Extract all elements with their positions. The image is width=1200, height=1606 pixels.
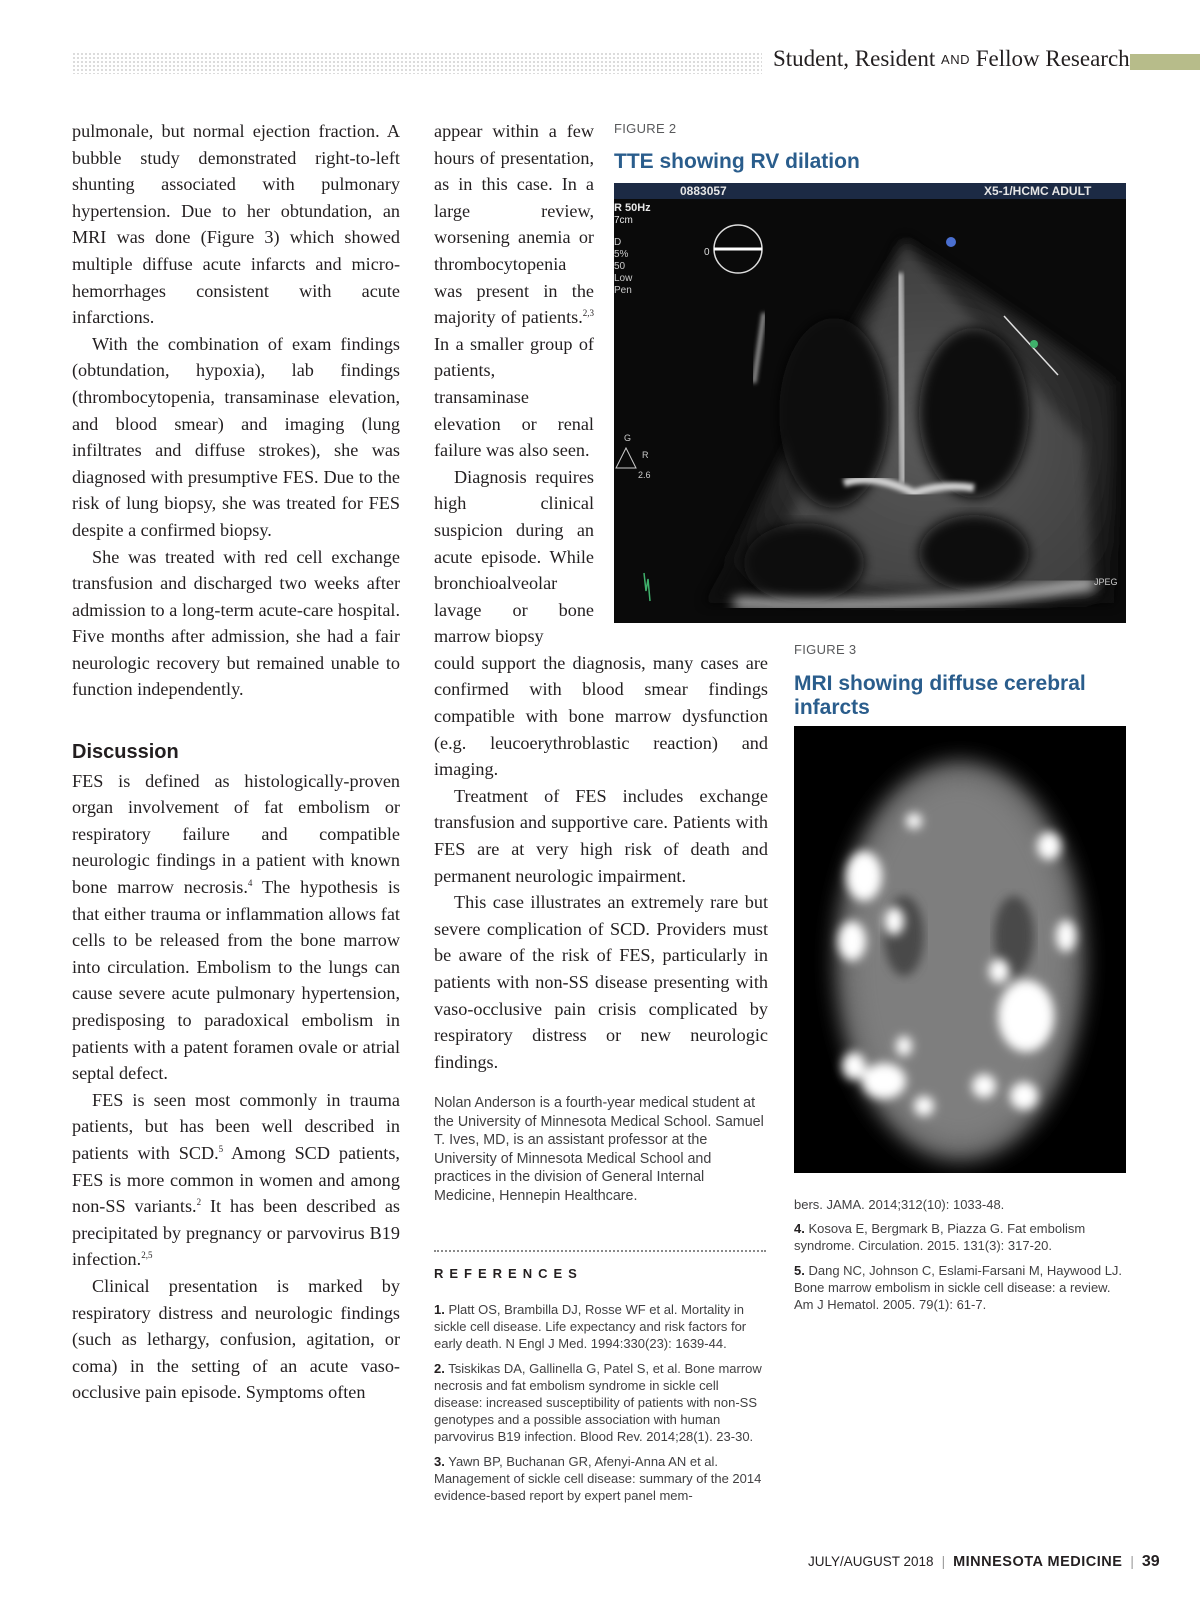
section-title <box>773 46 1130 72</box>
paragraph: pulmonale, but normal ejection fraction. A bubble study demonstrated right-to-left shunting associated with pulmonary hypertension. Due to her obtundation, an MRI was done (Figure 3) which showed multiple diffuse acute infarcts and micro-hemorrhages consistent with acute infarctions. <box>72 121 400 328</box>
header-dotted-band <box>72 52 762 74</box>
reference-item: 4. Kosova E, Bergmark B, Piazza G. Fat embolism syndrome. Circulation. 2015. 131(3): 317-20. <box>794 1221 1086 1254</box>
echo-id-text: 0883057 <box>680 184 727 198</box>
figure-2-title: TTE showing RV dilation <box>614 150 860 173</box>
paragraph: Diagnosis requires high clinical suspicion during an acute episode. While bronchioalveolar lavage or bone marrow biopsy <box>434 466 594 647</box>
citation: 4 <box>247 878 253 889</box>
references-list-continued <box>794 1196 1128 1320</box>
author-bio: Nolan Anderson is a fourth-year medical student at the University of Minnesota Medical School. Samuel T. Ives, MD, is an assistant professor at the University of Minnesota Medical School and practices in the division of General Internal Medicine, Hennepin Healthcare. <box>434 1095 764 1204</box>
echo-setting-2: 5% <box>614 249 629 260</box>
paragraph: She was treated with red cell exchange transfusion and discharged two weeks after admission to a long-term acute-care hospital. Five months after admission, she had a fair neurologic recovery but remained unable to function independently. <box>72 546 400 700</box>
narrow-text-block <box>434 118 594 650</box>
echocardiogram-image <box>614 183 1126 623</box>
reference-item: 1. Platt OS, Brambilla DJ, Rosse WF et al. Mortality in sickle cell disease. Life expectancy and risk factors for early death. N Engl J Med. 1994:330(23): 1639-44. <box>434 1302 747 1352</box>
echo-jpeg-text: JPEG <box>1094 577 1118 587</box>
references-divider <box>434 1250 766 1252</box>
reference-item: 2. Tsiskikas DA, Gallinella G, Patel S, et al. Bone marrow necrosis and fat embolism syndrome in sickle cell disease: increased susceptibility of patients with non-SS genotypes and a possible association with human parvovirus B19 infection. Blood Rev. 2014;28(1). 23-30. <box>434 1360 762 1445</box>
paragraph: This case illustrates an extremely rare but severe complication of SCD. Providers must be aware of the risk of FES, particularly in patients with non-SS disease presenting with vaso-occlusive pain crisis complicated by respiratory distress or new neurologic findings. <box>434 892 768 1072</box>
figure-3-label: FIGURE 3 <box>794 642 857 657</box>
citation: 2 <box>196 1197 202 1208</box>
reference-item: 5. Dang NC, Johnson C, Eslami-Farsani M, Haywood LJ. Bone marrow embolism in sickle cell disease: a review. Am J Hematol. 2005. 79(1): 61-7. <box>794 1262 1123 1313</box>
section-title-part2: Fellow Research <box>975 46 1130 71</box>
paragraph: With the combination of exam findings (obtundation, hypoxia), lab findings (thrombocytopenia, transaminase elevation, and blood smear) and imaging (lung infiltrates and diffuse strokes), she was diagnosed with presumptive FES. Due to the risk of lung biopsy, she was treated for FES despite a confirmed biopsy. <box>72 333 400 540</box>
paragraph: could support the diagnosis, many cases are confirmed with blood smear findings compatible with bone marrow dysfunction (e.g. leucoerythroblastic reaction) and imaging. <box>434 652 768 780</box>
page-number: 39 <box>1141 1553 1160 1570</box>
ecg-trace-icon <box>644 573 650 601</box>
citation: 2,5 <box>141 1250 153 1261</box>
echo-setting-3: 50 <box>614 261 626 272</box>
echo-triangle-icon <box>616 448 636 468</box>
echo-probe-text: X5-1/HCMC ADULT <box>984 184 1092 198</box>
paragraph: FES is seen most commonly in trauma patients, but has been well described in patients with SCD.$^5$ Among SCD patients, FES is more common in women and among non-SS variants.$^2$ It has been described as precipitated by pregnancy or parvovirus B19 infection.$^{2,5}$ <box>72 1089 400 1270</box>
section-title-and: AND <box>941 52 970 67</box>
citation: 5 <box>218 1143 224 1154</box>
citation: 2,3 <box>582 308 594 319</box>
echo-r-text: R <box>642 450 649 460</box>
references-list <box>434 1301 768 1511</box>
article-column-1 <box>72 118 400 1406</box>
echo-setting-1: D <box>614 237 622 248</box>
mri-brain-image <box>794 726 1126 1173</box>
figure-3-title: MRI showing diffuse cerebral infarcts <box>794 672 1086 719</box>
echo-g-text: G <box>624 433 632 443</box>
echo-setting-4: Low <box>614 273 633 284</box>
discussion-heading: Discussion <box>72 741 179 764</box>
echo-r-value: 2.6 <box>638 470 651 480</box>
header-accent-bar <box>1130 54 1200 70</box>
reference-continuation: bers. JAMA. 2014;312(10): 1033-48. <box>794 1197 1005 1212</box>
paragraph: FES is defined as histologically-proven organ involvement of fat embolism or respiratory failure and compatible neurologic findings in a patient with known bone marrow necrosis.$^4$ The hypothesis is that either trauma or inflammation allows fat cells to be released from the bone marrow into circulation. Embolism to the lungs can cause severe acute pulmonary hypertension, predisposing to paradoxical embolism in patients with a patent foramen ovale or atrial septal defect. <box>72 770 400 1084</box>
paragraph: appear within a few hours of presentation, as in this case. In a large review, worsening anemia or thrombocytopenia was present in the majority of patients.$^{2,3}$ In a smaller group of patients, transaminase elevation or renal failure was also seen. <box>434 121 594 461</box>
echocardiogram-graphic <box>614 183 1126 623</box>
figure-2-label: FIGURE 2 <box>614 121 677 136</box>
reference-item: 3. Yawn BP, Buchanan GR, Afenyi-Anna AN et al. Management of sickle cell disease: summary of the 2014 evidence-based report by expert panel mem- <box>434 1453 762 1504</box>
mri-brain-graphic <box>794 726 1126 1173</box>
echo-zero-text: 0 <box>704 247 710 258</box>
paragraph: Clinical presentation is marked by respiratory distress and neurologic findings (such as lethargy, confusion, agitation, or coma) in the setting of an acute vaso-occlusive pain episode. Symptoms often <box>72 1275 400 1403</box>
page-footer: JULY/AUGUST 2018 | MINNESOTA MEDICINE | 39 <box>808 1553 1160 1570</box>
section-title-part1: Student, Resident <box>773 46 936 71</box>
echo-depth-text: 7cm <box>614 215 633 226</box>
magazine-name: MINNESOTA MEDICINE <box>953 1554 1123 1570</box>
references-heading: REFERENCES <box>434 1266 583 1281</box>
echo-freq-text: R 50Hz <box>614 202 651 214</box>
paragraph: Treatment of FES includes exchange transfusion and supportive care. Patients with FES are at very high risk of death and permanent neurologic impairment. <box>434 785 768 886</box>
left-ventricle-shape <box>919 328 1029 498</box>
echo-setting-5: Pen <box>614 285 632 296</box>
issue-date: JULY/AUGUST 2018 <box>808 1554 934 1569</box>
echo-marker-icon <box>946 237 956 247</box>
